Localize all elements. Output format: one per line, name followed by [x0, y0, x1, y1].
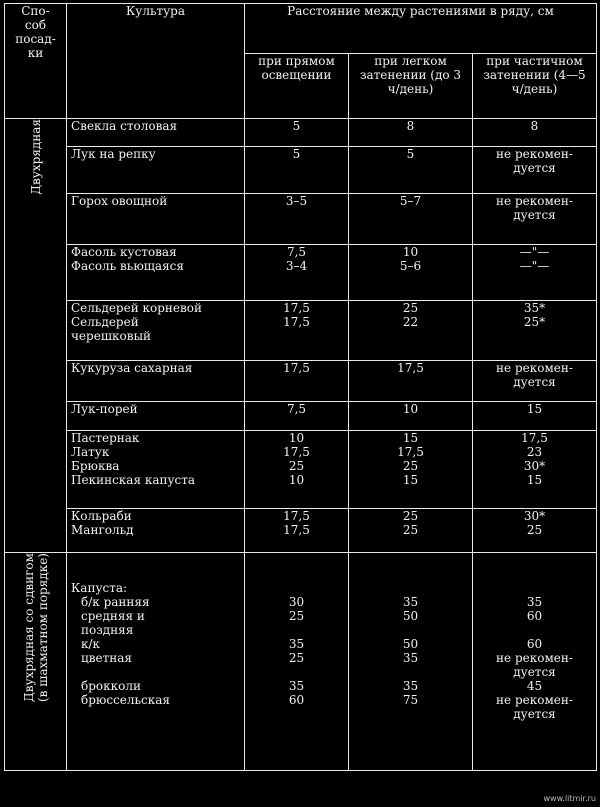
cell-line: дуется: [513, 375, 556, 389]
cell-line: 35: [526, 595, 543, 609]
cell-line: поздняя: [81, 623, 134, 637]
cell-line: [249, 567, 344, 581]
direct-light-cell: [245, 361, 349, 402]
cell-line: 5–6: [399, 259, 422, 273]
partial-shade-cell: [473, 402, 597, 431]
cell-line: не рекомен-: [496, 361, 573, 375]
cell-line: 3–5: [285, 194, 308, 208]
cell-line: 10: [288, 431, 305, 445]
light-shade-cell: [349, 361, 473, 402]
cell-line: 35*: [523, 301, 546, 315]
cell-line: 17,5: [283, 361, 310, 375]
cell-line: 15: [402, 473, 419, 487]
cell-line: [477, 567, 592, 581]
cell-line: брюссельская: [81, 693, 170, 707]
cell-line: 10: [288, 473, 305, 487]
cell-line: 35: [288, 679, 305, 693]
cell-line: Сельдерей: [71, 315, 139, 329]
cell-line: 8: [406, 119, 415, 133]
table-row: [5, 509, 597, 553]
cell-line: Пекинская капуста: [71, 473, 196, 487]
light-shade-cell: [349, 431, 473, 509]
cell-line: [353, 581, 468, 595]
crop-cell: [67, 245, 245, 301]
cell-line: 17,5: [283, 509, 310, 523]
cell-line: 35: [402, 651, 419, 665]
cell-line: Сельдерей корневой: [71, 301, 203, 315]
cell-line: 3–4: [285, 259, 308, 273]
cell-line: 35: [402, 679, 419, 693]
cell-line: [353, 553, 468, 567]
planting-method-label: Двухрядная: [28, 119, 43, 195]
cell-line: 17,5: [397, 445, 424, 459]
cell-line: [477, 581, 592, 595]
cell-line: [477, 623, 592, 637]
partial-shade-cell: [473, 301, 597, 361]
cell-line: не рекомен-: [496, 651, 573, 665]
cell-line: 7,5: [286, 402, 307, 416]
cell-line: 5: [292, 119, 301, 133]
cell-line: дуется: [513, 161, 556, 175]
crop-cell: [67, 194, 245, 245]
cell-line: 45: [526, 679, 543, 693]
cell-line: дуется: [513, 665, 556, 679]
cell-line: не рекомен-: [496, 693, 573, 707]
cell-line: [249, 623, 344, 637]
direct-light-cell: [245, 509, 349, 553]
cell-line: 25: [288, 459, 305, 473]
cell-line: [249, 553, 344, 567]
light-shade-cell: [349, 301, 473, 361]
cell-line: 15: [526, 473, 543, 487]
crop-cell: [67, 431, 245, 509]
spacing-group-header: Расстояние между растениями в ряду, см: [245, 4, 597, 54]
planting-method-label: Двухрядная со сдвигом (в шахматном порядке): [21, 553, 50, 702]
cell-line: [249, 581, 344, 595]
cell-line: 10: [402, 402, 419, 416]
cell-line: 23: [526, 445, 543, 459]
table-row: [5, 301, 597, 361]
cell-line: Фасоль кустовая: [71, 245, 177, 259]
table-row: [5, 147, 597, 194]
cell-line: 17,5: [283, 445, 310, 459]
cell-line: Кукуруза сахарная: [71, 361, 193, 375]
cell-line: 60: [526, 637, 543, 651]
cell-line: 35: [402, 595, 419, 609]
direct-light-cell: [245, 431, 349, 509]
table-row: [5, 553, 597, 771]
crop-cell: [67, 361, 245, 402]
cell-line: 35: [288, 637, 305, 651]
cell-line: не рекомен-: [496, 147, 573, 161]
crop-cell: [67, 119, 245, 147]
cell-line: 22: [402, 315, 419, 329]
cell-line: 50: [402, 609, 419, 623]
crop-cell: [67, 553, 245, 771]
cell-line: Лук-порей: [71, 402, 138, 416]
cell-line: 25: [402, 459, 419, 473]
crop-header: Культура: [67, 4, 245, 119]
cell-line: к/к: [81, 637, 101, 651]
table-row: [5, 402, 597, 431]
cell-line: 30*: [523, 509, 546, 523]
cell-line: 25: [288, 609, 305, 623]
cell-line: [353, 567, 468, 581]
cell-line: —"—: [519, 245, 550, 259]
cell-line: 17,5: [521, 431, 548, 445]
cell-line: [249, 665, 344, 679]
cell-line: 25*: [523, 315, 546, 329]
cell-line: 5: [292, 147, 301, 161]
cell-line: 25: [402, 301, 419, 315]
method-header: Спо- соб посад- ки: [5, 4, 67, 119]
cell-line: 25: [526, 523, 543, 537]
direct-light-cell: [245, 553, 349, 771]
cell-line: цветная: [81, 651, 132, 665]
cell-line: 75: [402, 693, 419, 707]
cell-line: Пастернак: [71, 431, 140, 445]
light-shade-cell: [349, 553, 473, 771]
partial-shade-header: при частичном затенении (4—5 ч/день): [473, 54, 597, 119]
partial-shade-cell: [473, 245, 597, 301]
cell-line: дуется: [513, 208, 556, 222]
cell-line: 30*: [523, 459, 546, 473]
cell-line: Свекла столовая: [71, 119, 178, 133]
cell-line: 17,5: [283, 301, 310, 315]
direct-light-cell: [245, 147, 349, 194]
cell-line: дуется: [513, 707, 556, 721]
light-shade-cell: [349, 509, 473, 553]
crop-cell: [67, 301, 245, 361]
table-row: [5, 245, 597, 301]
cell-line: 50: [402, 637, 419, 651]
light-shade-cell: [349, 147, 473, 194]
cell-line: 10: [402, 245, 419, 259]
direct-light-cell: [245, 119, 349, 147]
cell-line: брокколи: [81, 679, 141, 693]
cell-line: черешковый: [71, 329, 152, 343]
cell-line: [71, 665, 240, 679]
cell-line: 8: [530, 119, 539, 133]
cell-line: [477, 553, 592, 567]
watermark: www.litmir.ru: [543, 794, 596, 803]
cell-line: [353, 623, 468, 637]
cell-line: Лук на репку: [71, 147, 156, 161]
partial-shade-cell: [473, 147, 597, 194]
cell-line: не рекомен-: [496, 194, 573, 208]
planting-method-cell: [5, 553, 67, 771]
cell-line: [71, 567, 240, 581]
direct-light-cell: [245, 402, 349, 431]
light-shade-header: при легком затенении (до 3 ч/день): [349, 54, 473, 119]
direct-light-cell: [245, 301, 349, 361]
cell-line: средняя и: [81, 609, 145, 623]
cell-line: 5: [406, 147, 415, 161]
light-shade-cell: [349, 245, 473, 301]
cell-line: 5–7: [399, 194, 422, 208]
cell-line: 15: [526, 402, 543, 416]
light-shade-cell: [349, 119, 473, 147]
partial-shade-cell: [473, 119, 597, 147]
cell-line: 25: [402, 523, 419, 537]
cell-line: 15: [402, 431, 419, 445]
crop-cell: [67, 402, 245, 431]
table-row: [5, 119, 597, 147]
cell-line: [71, 553, 240, 567]
cell-line: 7,5: [286, 245, 307, 259]
cell-line: Капуста:: [71, 581, 128, 595]
crop-cell: [67, 509, 245, 553]
cell-line: —"—: [519, 259, 550, 273]
cell-line: Горох овощной: [71, 194, 168, 208]
cell-line: 60: [288, 693, 305, 707]
cell-line: Кольраби: [71, 509, 132, 523]
direct-light-cell: [245, 194, 349, 245]
direct-light-cell: [245, 245, 349, 301]
cell-line: 30: [288, 595, 305, 609]
cell-line: 17,5: [283, 523, 310, 537]
partial-shade-cell: [473, 361, 597, 402]
partial-shade-cell: [473, 509, 597, 553]
table-row: [5, 431, 597, 509]
cell-line: 60: [526, 609, 543, 623]
light-shade-cell: [349, 194, 473, 245]
cell-line: [353, 665, 468, 679]
table-row: [5, 361, 597, 402]
table-row: [5, 194, 597, 245]
partial-shade-cell: [473, 431, 597, 509]
cell-line: 17,5: [283, 315, 310, 329]
partial-shade-cell: [473, 194, 597, 245]
spacing-table: [4, 3, 597, 771]
partial-shade-cell: [473, 553, 597, 771]
planting-method-cell: [5, 119, 67, 553]
cell-line: Латук: [71, 445, 110, 459]
cell-line: Мангольд: [71, 523, 134, 537]
crop-cell: [67, 147, 245, 194]
cell-line: Фасоль вьющаяся: [71, 259, 184, 273]
cell-line: Брюква: [71, 459, 120, 473]
cell-line: б/к ранняя: [81, 595, 150, 609]
light-shade-cell: [349, 402, 473, 431]
cell-line: 17,5: [397, 361, 424, 375]
cell-line: 25: [288, 651, 305, 665]
cell-line: 25: [402, 509, 419, 523]
direct-light-header: при прямом освещении: [245, 54, 349, 119]
